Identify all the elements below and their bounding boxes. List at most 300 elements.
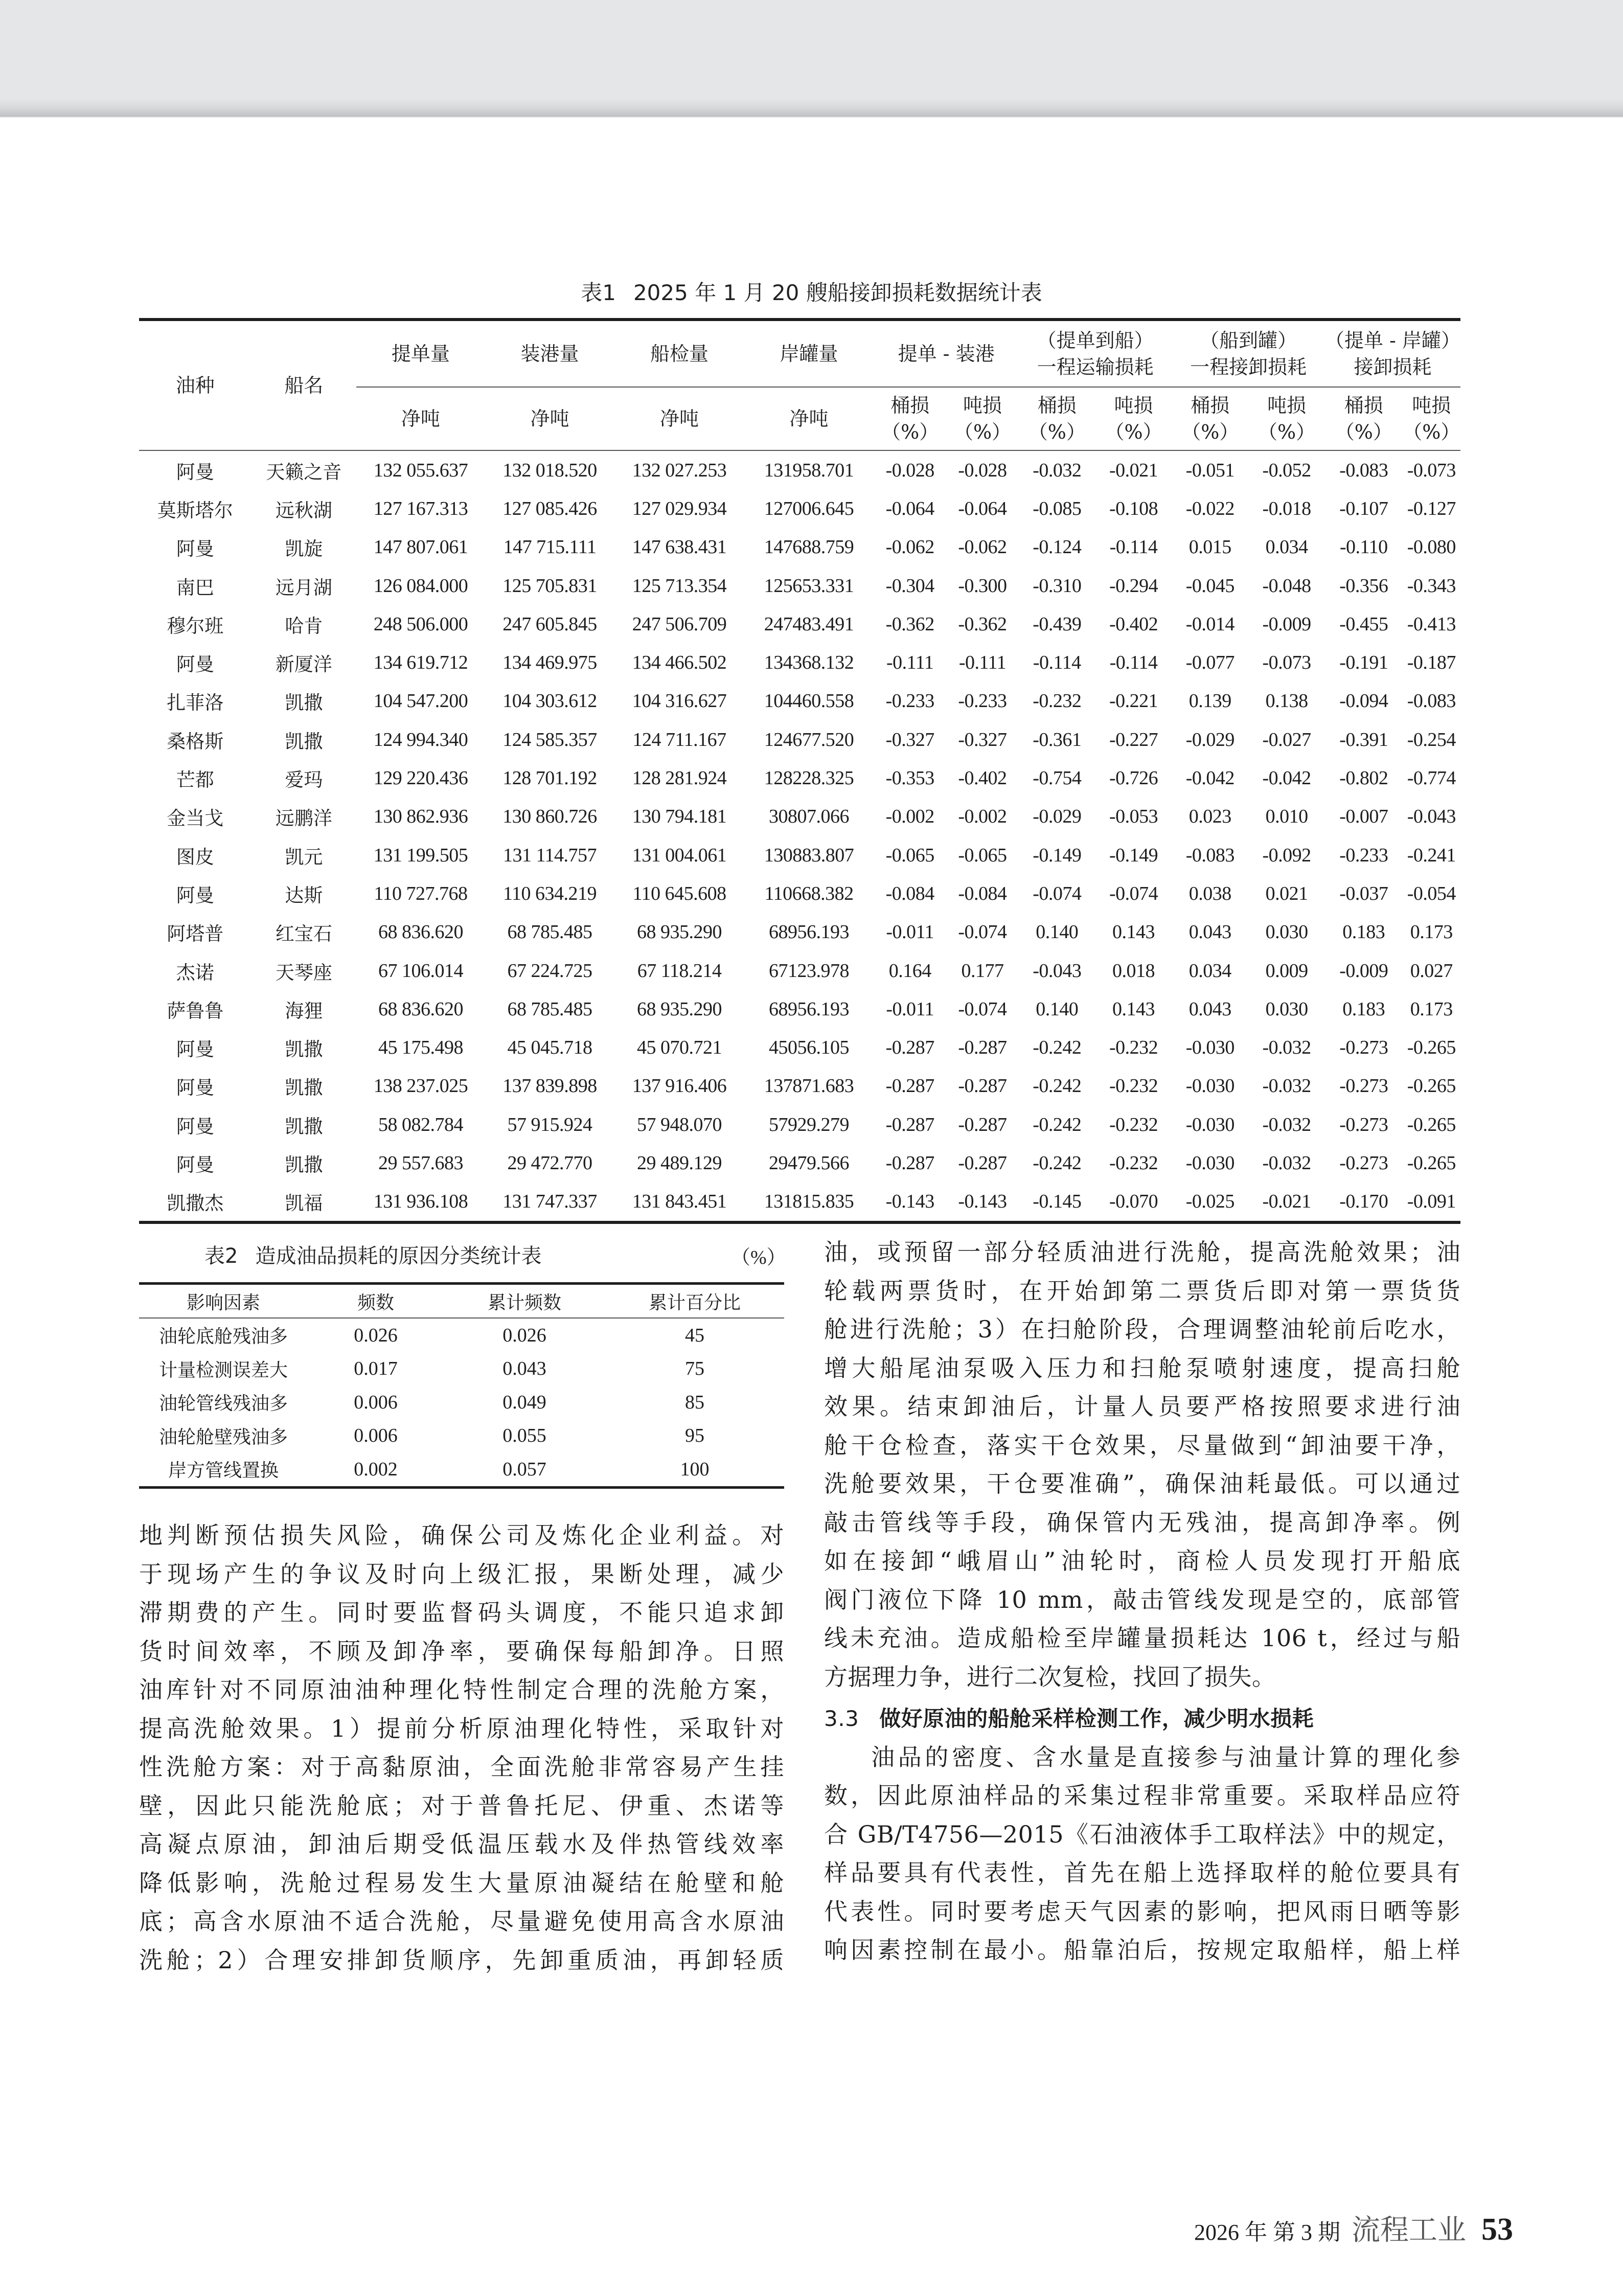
ship-inspection-qty-cell: 247 506.709 bbox=[632, 613, 727, 635]
header-bill-of-lading-qty: 提单量 bbox=[356, 320, 485, 387]
frequency-cell: 0.006 bbox=[354, 1425, 398, 1447]
text-line: 敲击管线等手段，确保管内无残油，提高卸净率。例 bbox=[824, 1508, 1460, 1536]
bl-load-ton-loss-cell: -0.002 bbox=[958, 806, 1007, 828]
unloading-ton-loss-cell: -0.032 bbox=[1262, 1152, 1311, 1174]
transport-ton-loss-cell: -0.021 bbox=[1109, 459, 1158, 481]
transport-barrel-loss-cell: -0.124 bbox=[1033, 536, 1082, 558]
unloading-ton-loss-cell: -0.052 bbox=[1262, 459, 1311, 481]
bill-of-lading-qty-cell: 129 220.436 bbox=[373, 767, 468, 789]
shore-tank-qty-cell: 130883.807 bbox=[764, 844, 854, 866]
transport-barrel-loss-cell: -0.149 bbox=[1033, 844, 1082, 866]
header-cumulative-frequency: 累计频数 bbox=[444, 1284, 605, 1319]
loading-port-qty-cell: 29 472.770 bbox=[507, 1152, 592, 1174]
transport-barrel-loss-cell: 0.140 bbox=[1036, 998, 1079, 1020]
bl-load-barrel-loss-cell: -0.287 bbox=[885, 1152, 934, 1174]
ship-inspection-qty-cell: 127 029.934 bbox=[632, 497, 727, 519]
transport-barrel-loss-cell: -0.074 bbox=[1033, 882, 1082, 904]
viewer-top-bar bbox=[0, 0, 1623, 117]
transport-barrel-loss-cell: -0.232 bbox=[1033, 690, 1082, 712]
page-number: 53 bbox=[1481, 2212, 1513, 2247]
transport-ton-loss-cell: -0.232 bbox=[1109, 1152, 1158, 1174]
table1-ship-loss-statistics bbox=[139, 318, 1460, 1224]
text-line: 代表性。同时要考虑天气因素的影响，把风雨日晒等影 bbox=[824, 1897, 1460, 1925]
ship-name-cell: 凯旋 bbox=[285, 538, 323, 560]
header-unit-net-ton: 净吨 bbox=[356, 387, 485, 450]
table-row bbox=[139, 1105, 1460, 1144]
ship-name-cell: 天琴座 bbox=[275, 961, 332, 984]
bl-load-barrel-loss-cell: -0.287 bbox=[885, 1037, 934, 1059]
loss-group-line2: 一程接卸损耗 bbox=[1190, 356, 1307, 378]
text-line: 高凝点原油，卸油后期受低温压载水及伴热管线效率 bbox=[139, 1830, 784, 1858]
header-unit-net-ton: 净吨 bbox=[485, 387, 615, 450]
total-barrel-loss-cell: 0.183 bbox=[1342, 998, 1385, 1020]
text-line: 于现场产生的争议及时向上级汇报，果断处理，减少 bbox=[139, 1560, 784, 1588]
unloading-barrel-loss-cell: -0.029 bbox=[1185, 729, 1235, 751]
text-line: 线未充油。造成船检至岸罐量损耗达 106 t，经过与船 bbox=[824, 1624, 1460, 1652]
transport-barrel-loss-cell: -0.754 bbox=[1033, 767, 1082, 789]
shore-tank-qty-cell: 45056.105 bbox=[769, 1037, 850, 1059]
oil-type-cell: 莫斯塔尔 bbox=[157, 499, 233, 521]
ship-name-cell: 凯撒 bbox=[285, 692, 323, 714]
text-line: 洗舱；2）合理安排卸货顺序，先卸重质油，再卸轻质 bbox=[139, 1946, 784, 1974]
ship-inspection-qty-cell: 131 843.451 bbox=[614, 1183, 744, 1222]
ship-inspection-qty-cell: 125 713.354 bbox=[632, 575, 727, 597]
shore-tank-qty-cell: 30807.066 bbox=[769, 806, 850, 828]
unloading-ton-loss-cell: -0.032 bbox=[1262, 1037, 1311, 1059]
loss-group-line1: （提单 - 岸罐） bbox=[1324, 329, 1460, 352]
bl-load-ton-loss-cell: -0.084 bbox=[958, 882, 1007, 904]
unloading-barrel-loss-cell: 0.015 bbox=[1188, 536, 1231, 558]
total-ton-loss-cell: -0.265 bbox=[1407, 1075, 1456, 1097]
table1-caption-number: 表1 bbox=[581, 280, 616, 305]
header-barrel-loss: 桶损 （%） bbox=[874, 387, 946, 450]
total-barrel-loss-cell: -0.107 bbox=[1339, 497, 1388, 519]
table2-caption-title: 造成油品损耗的原因分类统计表 bbox=[255, 1244, 542, 1268]
total-ton-loss-cell: -0.080 bbox=[1407, 536, 1456, 558]
text-line: 滞期费的产生。同时要监督码头调度，不能只追求卸 bbox=[139, 1599, 784, 1626]
loading-port-qty-cell: 127 085.426 bbox=[502, 497, 597, 519]
text-line: 地判断预估损失风险，确保公司及炼化企业利益。对 bbox=[139, 1521, 784, 1549]
shore-tank-qty-cell: 124677.520 bbox=[764, 729, 854, 751]
total-ton-loss-cell: -0.187 bbox=[1407, 652, 1456, 674]
oil-type-cell: 阿曼 bbox=[176, 538, 214, 560]
total-ton-loss-cell: -0.254 bbox=[1407, 729, 1456, 751]
transport-ton-loss-cell: -0.114 bbox=[1109, 652, 1158, 674]
header-shore-tank-qty: 岸罐量 bbox=[744, 320, 874, 387]
total-barrel-loss-cell: -0.094 bbox=[1339, 690, 1388, 712]
cumulative-frequency-cell: 0.043 bbox=[502, 1358, 546, 1380]
unloading-ton-loss-cell: -0.021 bbox=[1248, 1183, 1325, 1222]
loading-port-qty-cell: 68 785.485 bbox=[507, 921, 592, 943]
unloading-barrel-loss-cell: -0.045 bbox=[1185, 575, 1235, 597]
header-ship-name: 船名 bbox=[252, 320, 357, 450]
bl-load-barrel-loss-cell: -0.028 bbox=[885, 459, 934, 481]
unloading-barrel-loss-cell: -0.030 bbox=[1185, 1113, 1235, 1135]
transport-ton-loss-cell: -0.074 bbox=[1109, 882, 1158, 904]
ship-name-cell: 远月湖 bbox=[275, 576, 332, 599]
loading-port-qty-cell: 68 785.485 bbox=[507, 998, 592, 1020]
table-row bbox=[139, 1028, 1460, 1066]
table-row bbox=[139, 798, 1460, 836]
unloading-barrel-loss-cell: -0.030 bbox=[1185, 1152, 1235, 1174]
section-title: 做好原油的船舱采样检测工作，减少明水损耗 bbox=[879, 1706, 1314, 1731]
table2-caption bbox=[204, 1240, 541, 1269]
unloading-ton-loss-cell: 0.021 bbox=[1265, 882, 1308, 904]
loss-group-line1: 提单 - 装港 bbox=[898, 343, 995, 365]
shore-tank-qty-cell: 68956.193 bbox=[769, 921, 850, 943]
oil-type-cell: 阿曼 bbox=[176, 1115, 214, 1138]
table-row bbox=[139, 1385, 784, 1419]
unloading-barrel-loss-cell: -0.025 bbox=[1172, 1183, 1248, 1222]
oil-type-cell: 金当戈 bbox=[167, 807, 224, 830]
total-ton-loss-cell: -0.241 bbox=[1407, 844, 1456, 866]
ship-name-cell: 凯元 bbox=[285, 846, 323, 868]
bl-load-barrel-loss-cell: -0.062 bbox=[885, 536, 934, 558]
table-row bbox=[139, 1067, 1460, 1105]
total-barrel-loss-cell: -0.233 bbox=[1339, 844, 1388, 866]
bl-load-barrel-loss-cell: -0.002 bbox=[885, 806, 934, 828]
loading-port-qty-cell: 110 634.219 bbox=[502, 882, 597, 904]
text-line: 数，因此原油样品的采集过程非常重要。采取样品应符 bbox=[824, 1782, 1460, 1809]
text-line: 性洗舱方案：对于高黏原油，全面洗舱非常容易产生挂 bbox=[139, 1753, 784, 1781]
bl-load-ton-loss-cell: -0.287 bbox=[958, 1152, 1007, 1174]
ship-name-cell: 海狸 bbox=[285, 999, 323, 1022]
bl-load-ton-loss-cell: -0.065 bbox=[958, 844, 1007, 866]
table-row bbox=[139, 1183, 1460, 1222]
header-unit-net-ton: 净吨 bbox=[614, 387, 744, 450]
transport-barrel-loss-cell: -0.242 bbox=[1033, 1113, 1082, 1135]
unloading-barrel-loss-cell: -0.083 bbox=[1185, 844, 1235, 866]
table2-loss-cause-statistics bbox=[139, 1282, 784, 1489]
unloading-barrel-loss-cell: 0.043 bbox=[1188, 998, 1231, 1020]
bl-load-ton-loss-cell: 0.177 bbox=[961, 960, 1004, 982]
factor-cell: 油轮管线残油多 bbox=[158, 1393, 288, 1415]
bl-load-barrel-loss-cell: -0.287 bbox=[885, 1113, 934, 1135]
bl-load-ton-loss-cell: -0.287 bbox=[958, 1037, 1007, 1059]
ship-inspection-qty-cell: 67 118.214 bbox=[637, 960, 722, 982]
loading-port-qty-cell: 131 114.757 bbox=[502, 844, 597, 866]
header-loss-group-transport bbox=[1019, 320, 1172, 387]
text-line: 样品要具有代表性，首先在船上选择取样的舱位要具有 bbox=[824, 1859, 1460, 1886]
total-ton-loss-cell: 0.027 bbox=[1410, 960, 1453, 982]
unloading-barrel-loss-cell: -0.042 bbox=[1185, 767, 1235, 789]
table-row bbox=[139, 528, 1460, 566]
table-row bbox=[139, 1452, 784, 1487]
transport-ton-loss-cell: -0.232 bbox=[1109, 1113, 1158, 1135]
loading-port-qty-cell: 131 747.337 bbox=[485, 1183, 615, 1222]
loading-port-qty-cell: 57 915.924 bbox=[507, 1113, 592, 1135]
table-row bbox=[139, 682, 1460, 720]
shore-tank-qty-cell: 131958.701 bbox=[764, 459, 854, 481]
total-barrel-loss-cell: -0.191 bbox=[1339, 652, 1388, 674]
ship-inspection-qty-cell: 29 489.129 bbox=[637, 1152, 722, 1174]
text-line: 舱进行洗舱；3）在扫舱阶段，合理调整油轮前后吃水， bbox=[824, 1315, 1460, 1343]
header-barrel-loss: 桶损 （%） bbox=[1325, 387, 1403, 450]
text-line: 舱干仓检查，落实干仓效果，尽量做到“卸油要干净， bbox=[824, 1431, 1460, 1459]
header-barrel-loss: 桶损 （%） bbox=[1172, 387, 1248, 450]
transport-barrel-loss-cell: 0.140 bbox=[1036, 921, 1079, 943]
unloading-ton-loss-cell: -0.018 bbox=[1262, 497, 1311, 519]
text-line: 壁，因此只能洗舱底；对于普鲁托尼、伊重、杰诺等 bbox=[139, 1791, 784, 1820]
total-barrel-loss-cell: -0.273 bbox=[1339, 1113, 1388, 1135]
text-line: 货时间效率，不顾及卸净率，要确保每船卸净。日照 bbox=[139, 1637, 784, 1665]
loading-port-qty-cell: 124 585.357 bbox=[502, 729, 597, 751]
loading-port-qty-cell: 147 715.111 bbox=[503, 536, 597, 558]
bill-of-lading-qty-cell: 45 175.498 bbox=[378, 1037, 463, 1059]
oil-type-cell: 阿曼 bbox=[176, 461, 214, 483]
header-loss-group-bl-load bbox=[874, 320, 1019, 387]
transport-ton-loss-cell: 0.143 bbox=[1112, 921, 1155, 943]
table2-caption-number: 表2 bbox=[204, 1244, 238, 1268]
transport-barrel-loss-cell: -0.439 bbox=[1033, 613, 1082, 635]
bill-of-lading-qty-cell: 126 084.000 bbox=[373, 575, 468, 597]
bl-load-ton-loss-cell: -0.028 bbox=[958, 459, 1007, 481]
ship-name-cell: 凯撒 bbox=[285, 1115, 323, 1138]
bl-load-ton-loss-cell: -0.233 bbox=[958, 690, 1007, 712]
bill-of-lading-qty-cell: 58 082.784 bbox=[378, 1113, 463, 1135]
bl-load-barrel-loss-cell: -0.084 bbox=[885, 882, 934, 904]
transport-barrel-loss-cell: -0.361 bbox=[1033, 729, 1082, 751]
table-row bbox=[139, 1144, 1460, 1182]
oil-type-cell: 图皮 bbox=[176, 846, 214, 868]
total-barrel-loss-cell: -0.083 bbox=[1339, 459, 1388, 481]
oil-type-cell: 扎菲洛 bbox=[167, 692, 224, 714]
text-line: 洗舱要效果，干仓要准确”，确保油耗最低。可以通过 bbox=[824, 1470, 1460, 1497]
oil-type-cell: 阿曼 bbox=[176, 1077, 214, 1099]
total-ton-loss-cell: -0.127 bbox=[1407, 497, 1456, 519]
bl-load-barrel-loss-cell: 0.164 bbox=[888, 960, 931, 982]
unloading-ton-loss-cell: -0.042 bbox=[1262, 767, 1311, 789]
oil-type-cell: 阿塔普 bbox=[167, 923, 224, 945]
transport-ton-loss-cell: -0.108 bbox=[1109, 497, 1158, 519]
ship-name-cell: 凯福 bbox=[252, 1183, 357, 1222]
factor-cell: 岸方管线置换 bbox=[139, 1452, 308, 1487]
bl-load-ton-loss-cell: -0.327 bbox=[958, 729, 1007, 751]
bl-load-ton-loss-cell: -0.064 bbox=[958, 497, 1007, 519]
cumulative-percent-cell: 100 bbox=[605, 1452, 784, 1487]
transport-barrel-loss-cell: -0.242 bbox=[1033, 1037, 1082, 1059]
header-ton-loss: 吨损 （%） bbox=[946, 387, 1019, 450]
paragraph-sampling bbox=[824, 1738, 1460, 1970]
unloading-barrel-loss-cell: -0.030 bbox=[1185, 1037, 1235, 1059]
transport-barrel-loss-cell: -0.043 bbox=[1033, 960, 1082, 982]
bill-of-lading-qty-cell: 131 936.108 bbox=[356, 1183, 485, 1222]
bill-of-lading-qty-cell: 127 167.313 bbox=[373, 497, 468, 519]
table1-caption bbox=[0, 276, 1623, 307]
shore-tank-qty-cell: 247483.491 bbox=[764, 613, 854, 635]
shore-tank-qty-cell: 147688.759 bbox=[764, 536, 854, 558]
total-barrel-loss-cell: -0.037 bbox=[1339, 882, 1388, 904]
oil-type-cell: 南巴 bbox=[176, 576, 214, 599]
bl-load-ton-loss-cell: -0.287 bbox=[958, 1113, 1007, 1135]
transport-barrel-loss-cell: -0.029 bbox=[1033, 806, 1082, 828]
ship-inspection-qty-cell: 110 645.608 bbox=[632, 882, 726, 904]
oil-type-cell: 阿曼 bbox=[176, 1038, 214, 1061]
ship-inspection-qty-cell: 132 027.253 bbox=[632, 459, 727, 481]
bl-load-ton-loss-cell: -0.074 bbox=[958, 921, 1007, 943]
section-number: 3.3 bbox=[824, 1706, 859, 1731]
total-ton-loss-cell: -0.083 bbox=[1407, 690, 1456, 712]
loading-port-qty-cell: 134 469.975 bbox=[502, 652, 597, 674]
table-row bbox=[139, 874, 1460, 913]
header-ton-loss: 吨损 （%） bbox=[1248, 387, 1325, 450]
bl-load-barrel-loss-cell: -0.065 bbox=[885, 844, 934, 866]
bill-of-lading-qty-cell: 104 547.200 bbox=[373, 690, 468, 712]
total-ton-loss-cell: -0.091 bbox=[1403, 1183, 1460, 1222]
ship-inspection-qty-cell: 134 466.502 bbox=[632, 652, 727, 674]
shore-tank-qty-cell: 68956.193 bbox=[769, 998, 850, 1020]
text-line: 油库针对不同原油油种理化特性制定合理的洗舱方案， bbox=[139, 1676, 784, 1703]
ship-name-cell: 爱玛 bbox=[285, 769, 323, 791]
transport-ton-loss-cell: -0.221 bbox=[1109, 690, 1158, 712]
total-barrel-loss-cell: -0.391 bbox=[1339, 729, 1388, 751]
unloading-ton-loss-cell: 0.030 bbox=[1265, 921, 1308, 943]
transport-ton-loss-cell: -0.294 bbox=[1109, 575, 1158, 597]
frequency-cell: 0.002 bbox=[308, 1452, 444, 1487]
total-barrel-loss-cell: -0.110 bbox=[1339, 536, 1388, 558]
total-barrel-loss-cell: -0.802 bbox=[1339, 767, 1388, 789]
transport-ton-loss-cell: 0.143 bbox=[1112, 998, 1155, 1020]
transport-ton-loss-cell: -0.232 bbox=[1109, 1075, 1158, 1097]
unloading-barrel-loss-cell: -0.030 bbox=[1185, 1075, 1235, 1097]
body-text-right-column bbox=[824, 1233, 1460, 1970]
table2-unit: （%） bbox=[731, 1247, 786, 1268]
text-line: 如在接卸“峨眉山”油轮时，商检人员发现打开船底 bbox=[824, 1547, 1460, 1575]
ship-inspection-qty-cell: 57 948.070 bbox=[637, 1113, 722, 1135]
bl-load-barrel-loss-cell: -0.011 bbox=[886, 921, 934, 943]
bl-load-ton-loss-cell: -0.402 bbox=[958, 767, 1007, 789]
header-ton-loss: 吨损 （%） bbox=[1403, 387, 1460, 450]
ship-name-cell: 新厦洋 bbox=[275, 653, 332, 676]
total-barrel-loss-cell: -0.007 bbox=[1339, 806, 1388, 828]
shore-tank-qty-cell: 125653.331 bbox=[764, 575, 854, 597]
shore-tank-qty-cell: 134368.132 bbox=[764, 652, 854, 674]
oil-type-cell: 阿曼 bbox=[176, 653, 214, 676]
bl-load-barrel-loss-cell: -0.362 bbox=[885, 613, 934, 635]
total-ton-loss-cell: -0.265 bbox=[1407, 1037, 1456, 1059]
bill-of-lading-qty-cell: 110 727.768 bbox=[374, 882, 468, 904]
shore-tank-qty-cell: 57929.279 bbox=[769, 1113, 850, 1135]
unloading-ton-loss-cell: 0.010 bbox=[1265, 806, 1308, 828]
header-loss-group-unloading bbox=[1172, 320, 1325, 387]
transport-ton-loss-cell: -0.232 bbox=[1109, 1037, 1158, 1059]
total-barrel-loss-cell: -0.273 bbox=[1339, 1152, 1388, 1174]
total-barrel-loss-cell: -0.356 bbox=[1339, 575, 1388, 597]
transport-ton-loss-cell: -0.402 bbox=[1109, 613, 1158, 635]
transport-ton-loss-cell: -0.053 bbox=[1109, 806, 1158, 828]
text-line: 油品的密度、含水量是直接参与油量计算的理化参 bbox=[871, 1743, 1460, 1771]
text-line: 效果。结束卸油后，计量人员要严格按照要求进行油 bbox=[824, 1393, 1460, 1420]
ship-inspection-qty-cell: 104 316.627 bbox=[632, 690, 727, 712]
factor-cell: 油轮舱壁残油多 bbox=[158, 1426, 288, 1448]
ship-name-cell: 远鹏洋 bbox=[275, 807, 332, 830]
viewer-top-bar-edge bbox=[0, 117, 1623, 118]
loading-port-qty-cell: 130 860.726 bbox=[502, 806, 597, 828]
total-ton-loss-cell: -0.265 bbox=[1407, 1113, 1456, 1135]
unloading-barrel-loss-cell: 0.043 bbox=[1188, 921, 1231, 943]
bill-of-lading-qty-cell: 134 619.712 bbox=[373, 652, 468, 674]
bl-load-ton-loss-cell: -0.362 bbox=[958, 613, 1007, 635]
oil-type-cell: 阿曼 bbox=[176, 1153, 214, 1176]
bill-of-lading-qty-cell: 124 994.340 bbox=[373, 729, 468, 751]
header-barrel-loss: 桶损 （%） bbox=[1019, 387, 1095, 450]
shore-tank-qty-cell: 104460.558 bbox=[764, 690, 854, 712]
total-barrel-loss-cell: -0.455 bbox=[1339, 613, 1388, 635]
table-row bbox=[139, 1318, 784, 1352]
total-ton-loss-cell: -0.343 bbox=[1407, 575, 1456, 597]
text-line: 底；高含水原油不适合洗舱，尽量避免使用高含水原油 bbox=[139, 1907, 784, 1935]
ship-inspection-qty-cell: 68 935.290 bbox=[637, 998, 722, 1020]
bl-load-barrel-loss-cell: -0.064 bbox=[885, 497, 934, 519]
factor-cell: 计量检测误差大 bbox=[158, 1359, 288, 1381]
header-unit-net-ton: 净吨 bbox=[744, 387, 874, 450]
issue-label: 2026 年 第 3 期 bbox=[1194, 2220, 1340, 2245]
loading-port-qty-cell: 125 705.831 bbox=[502, 575, 597, 597]
bl-load-ton-loss-cell: -0.287 bbox=[958, 1075, 1007, 1097]
unloading-barrel-loss-cell: 0.038 bbox=[1188, 882, 1231, 904]
total-ton-loss-cell: -0.774 bbox=[1407, 767, 1456, 789]
bill-of-lading-qty-cell: 131 199.505 bbox=[373, 844, 468, 866]
text-line: 提高洗舱效果。1）提前分析原油理化特性，采取针对 bbox=[139, 1714, 784, 1742]
unloading-barrel-loss-cell: 0.139 bbox=[1188, 690, 1231, 712]
loading-port-qty-cell: 132 018.520 bbox=[502, 459, 597, 481]
cumulative-frequency-cell: 0.057 bbox=[444, 1452, 605, 1487]
oil-type-cell: 桑格斯 bbox=[167, 730, 224, 753]
transport-barrel-loss-cell: -0.242 bbox=[1033, 1152, 1082, 1174]
table-row bbox=[139, 720, 1460, 759]
text-line: 阀门液位下降 10 mm，敲击管线发现是空的，底部管 bbox=[824, 1585, 1460, 1613]
total-barrel-loss-cell: -0.273 bbox=[1339, 1075, 1388, 1097]
bill-of-lading-qty-cell: 67 106.014 bbox=[378, 960, 463, 982]
bl-load-ton-loss-cell: -0.143 bbox=[946, 1183, 1019, 1222]
oil-type-cell: 芒都 bbox=[176, 769, 214, 791]
total-ton-loss-cell: 0.173 bbox=[1410, 921, 1453, 943]
loss-group-line1: （提单到船） bbox=[1037, 329, 1154, 352]
table-row bbox=[139, 836, 1460, 874]
unloading-barrel-loss-cell: -0.077 bbox=[1185, 652, 1235, 674]
loading-port-qty-cell: 45 045.718 bbox=[507, 1037, 592, 1059]
unloading-ton-loss-cell: -0.073 bbox=[1262, 652, 1311, 674]
unloading-barrel-loss-cell: -0.051 bbox=[1185, 459, 1235, 481]
total-barrel-loss-cell: -0.273 bbox=[1339, 1037, 1388, 1059]
total-ton-loss-cell: 0.173 bbox=[1410, 998, 1453, 1020]
unloading-ton-loss-cell: -0.032 bbox=[1262, 1075, 1311, 1097]
unloading-ton-loss-cell: -0.027 bbox=[1262, 729, 1311, 751]
bl-load-barrel-loss-cell: -0.011 bbox=[886, 998, 934, 1020]
oil-type-cell: 凯撒杰 bbox=[139, 1183, 252, 1222]
unloading-ton-loss-cell: -0.009 bbox=[1262, 613, 1311, 635]
header-loading-port-qty: 装港量 bbox=[485, 320, 615, 387]
bill-of-lading-qty-cell: 29 557.683 bbox=[378, 1152, 463, 1174]
ship-name-cell: 凯撒 bbox=[285, 1153, 323, 1176]
oil-type-cell: 穆尔班 bbox=[167, 615, 224, 637]
ship-inspection-qty-cell: 128 281.924 bbox=[632, 767, 727, 789]
unloading-barrel-loss-cell: -0.014 bbox=[1185, 613, 1235, 635]
bl-load-ton-loss-cell: -0.300 bbox=[958, 575, 1007, 597]
text-line: 合 GB/T4756—2015《石油液体手工取样法》中的规定， bbox=[824, 1820, 1460, 1848]
bill-of-lading-qty-cell: 132 055.637 bbox=[373, 459, 468, 481]
loading-port-qty-cell: 137 839.898 bbox=[502, 1075, 597, 1097]
cumulative-frequency-cell: 0.055 bbox=[502, 1425, 546, 1447]
table-row bbox=[139, 643, 1460, 681]
transport-ton-loss-cell: -0.149 bbox=[1109, 844, 1158, 866]
frequency-cell: 0.006 bbox=[354, 1391, 398, 1413]
unloading-ton-loss-cell: -0.032 bbox=[1262, 1113, 1311, 1135]
header-frequency: 频数 bbox=[308, 1284, 444, 1319]
loss-group-line2: 接卸损耗 bbox=[1354, 356, 1432, 378]
header-loss-group-total bbox=[1325, 320, 1460, 387]
table-row bbox=[139, 605, 1460, 643]
